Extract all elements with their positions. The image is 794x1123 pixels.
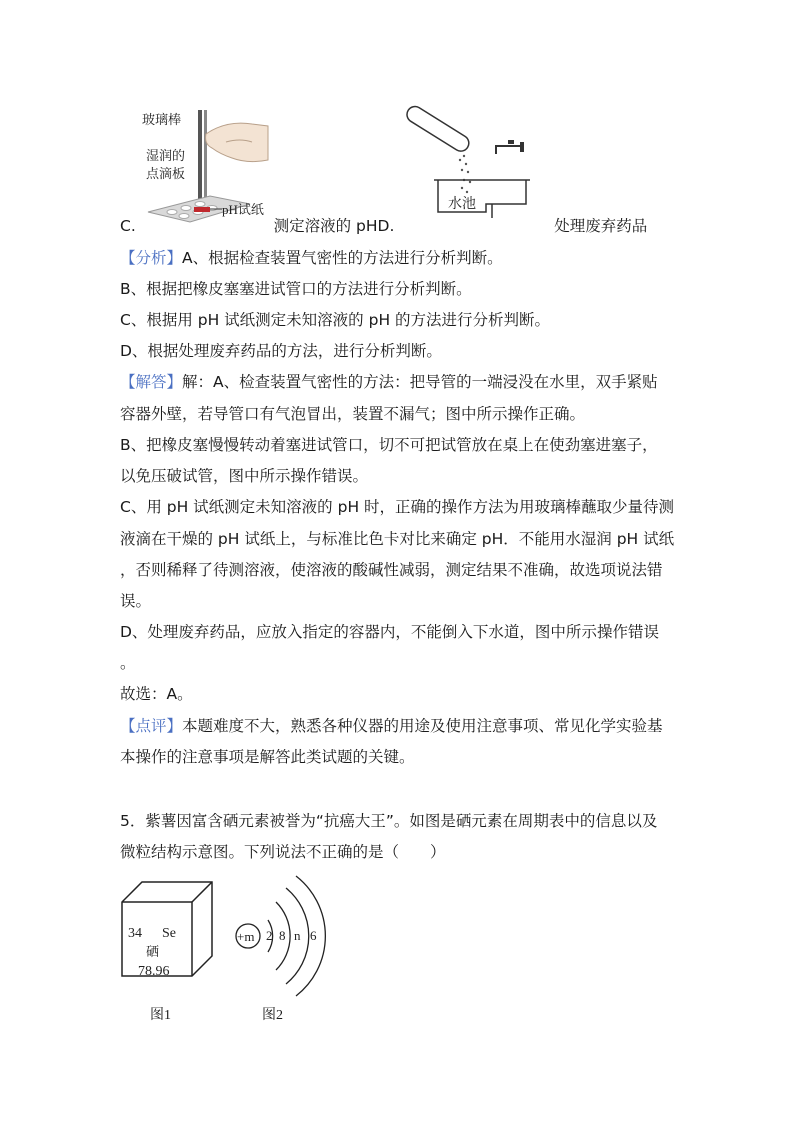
answer-line-9: D、处理废弃药品，应放入指定的容器内，不能倒入下水道，图中所示操作错误: [120, 623, 659, 641]
element-symbol: Se: [162, 926, 176, 941]
answer-line-7: ，否则稀释了待测溶液，使溶液的酸碱性减弱，测定结果不准确，故选项说法错: [120, 561, 663, 579]
answer-line-1: 【解答】解：A、检查装置气密性的方法：把导管的一端浸没在水里，双手紧贴: [120, 373, 658, 391]
faucet-shape: [496, 146, 522, 154]
figure-1-element-box: [118, 878, 216, 998]
ph-paper-shape: [194, 207, 210, 212]
answer-choice: 故选：A。: [120, 685, 193, 703]
sink-label: 水池: [448, 196, 476, 212]
option-c-caption: 测定溶液的 pHD.: [273, 217, 395, 235]
answer-line-5: C、用 pH 试纸测定未知溶液的 pH 时，正确的操作方法为用玻璃棒蘸取少量待测: [120, 498, 675, 516]
test-tube-shape: [404, 104, 472, 155]
option-c-prefix: C.: [120, 217, 136, 235]
answer-line-4: 以免压破试管，图中所示操作错误。: [120, 467, 369, 485]
figure-1-caption: 图1: [150, 1008, 171, 1023]
answer-line-8: 误。: [120, 592, 152, 610]
shell-3-electrons: n: [294, 928, 301, 943]
answer-line-6: 液滴在干燥的 pH 试纸上，与标准比色卡对比来确定 pH．不能用水湿润 pH 试纸: [120, 530, 675, 548]
figure-row-captions: [120, 216, 647, 236]
ph-paper-label: pH试纸: [222, 202, 264, 217]
answer-line-10: 。: [120, 654, 136, 672]
hand-shape: [206, 123, 268, 161]
analysis-tag: 分析: [135, 249, 167, 267]
analysis-line-a: 【分析】A、根据检查装置气密性的方法进行分析判断。: [120, 249, 503, 267]
comment-line-1: 【点评】本题难度不大，熟悉各种仪器的用途及使用注意事项、常见化学实验基: [120, 717, 663, 735]
figure-c-ph-test: [140, 108, 270, 224]
analysis-line-c: C、根据用 pH 试纸测定未知溶液的 pH 的方法进行分析判断。: [120, 311, 551, 329]
shell-1-electrons: 2: [266, 928, 273, 943]
shell-4-electrons: 6: [310, 928, 317, 943]
figure-2-atom-structure: [228, 872, 328, 1002]
shell-2-electrons: 8: [279, 928, 286, 943]
analysis-line-b: B、根据把橡皮塞塞进试管口的方法进行分析判断。: [120, 280, 472, 298]
figure-d-disposal: [396, 100, 534, 218]
answer-line-2: 容器外壁，若导管口有气泡冒出，装置不漏气；图中所示操作正确。: [120, 405, 586, 423]
figure-2-caption: 图2: [262, 1008, 283, 1023]
option-d-caption: 处理废弃药品: [554, 217, 648, 235]
comment-line-2: 本操作的注意事项是解答此类试题的关键。: [120, 748, 415, 766]
nucleus-charge: +m: [237, 929, 255, 944]
wet-label: 湿润的: [146, 149, 186, 164]
atomic-number: 34: [128, 926, 142, 941]
question-5-line-1: 5．紫薯因富含硒元素被誉为“抗癌大王”。如图是硒元素在周期表中的信息以及: [120, 812, 658, 830]
glass-rod-label: 玻璃棒: [142, 113, 182, 128]
question-5-line-2: 微粒结构示意图。下列说法不正确的是（ ）: [120, 843, 446, 861]
spot-plate-label: 点滴板: [146, 167, 186, 182]
answer-line-3: B、把橡皮塞慢慢转动着塞进试管口，切不可把试管放在桌上在使劲塞进塞子，: [120, 436, 658, 454]
atomic-mass: 78.96: [138, 964, 170, 979]
pouring-liquid-shape: [459, 155, 471, 193]
comment-tag: 点评: [135, 717, 167, 735]
answer-tag: 解答: [135, 373, 167, 391]
element-name: 硒: [146, 945, 160, 960]
analysis-line-d: D、根据处理废弃药品的方法，进行分析判断。: [120, 342, 442, 360]
